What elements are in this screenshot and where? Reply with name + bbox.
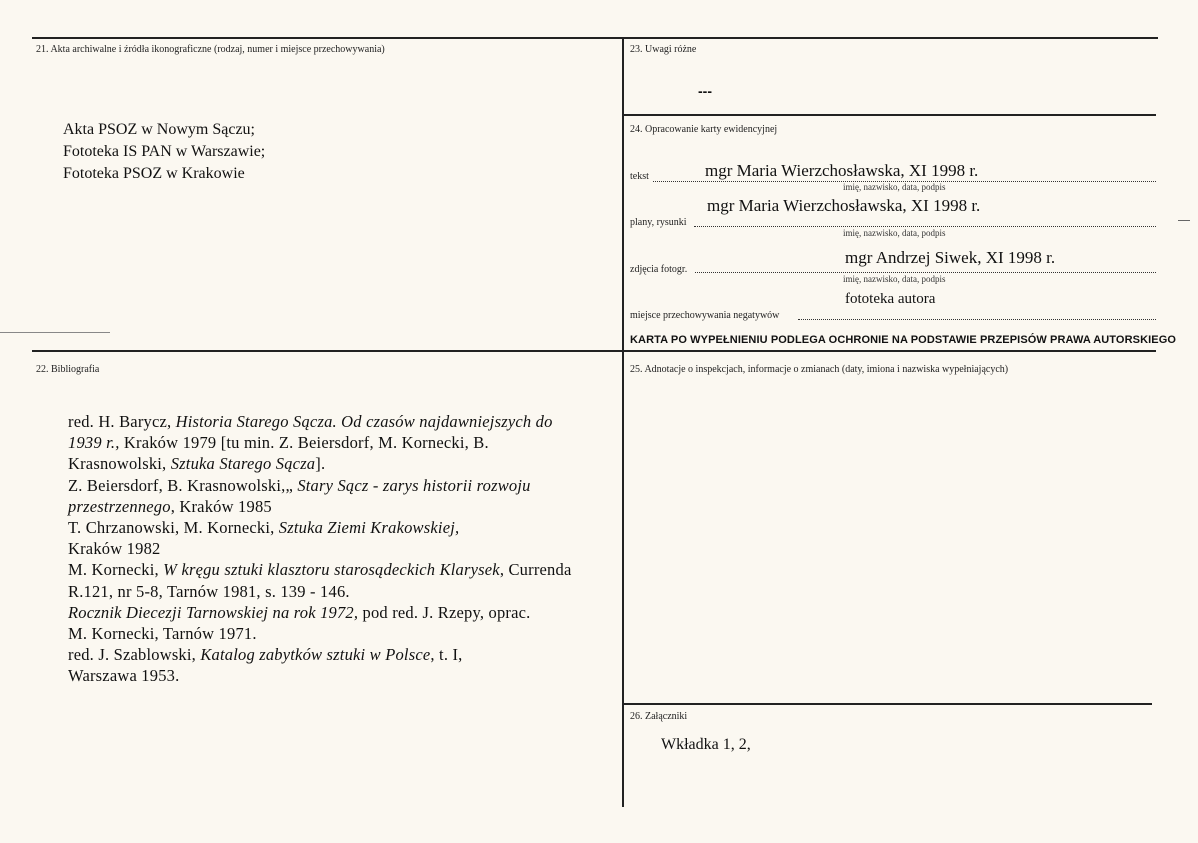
bibliography-text	[68, 411, 571, 687]
s26-label: 26. Załączniki	[630, 711, 688, 722]
bib-line: red. H. Barycz, Historia Starego Sącza. Od czasów najdawniejszych do	[68, 412, 553, 431]
bib-line: Kraków 1982	[68, 539, 161, 559]
s24-negatywy-value: fototeka autora	[845, 291, 936, 307]
s23-bottom-line	[622, 114, 1156, 116]
bib-line: Warszawa 1953.	[68, 666, 180, 686]
s24-tekst-sub: imię, nazwisko, data, podpis	[843, 182, 946, 192]
s24-zdjecia-label: zdjęcia fotogr.	[630, 264, 688, 275]
bib-line: Z. Beiersdorf, B. Krasnowolski,„ Stary Sącz - zarys historii rozwoju	[68, 475, 531, 495]
bib-line: Rocznik Diecezji Tarnowskiej na rok 1972, pod red. J. Rzepy, oprac.	[68, 602, 531, 622]
s24-tekst-value: mgr Maria Wierzchosławska, XI 1998 r.	[705, 161, 979, 180]
bib-line: M. Kornecki, W kręgu sztuki klasztoru starosądeckich Klarysek, Currenda	[68, 560, 572, 580]
s24-tekst-label: tekst	[630, 171, 649, 182]
s23-value: ---	[698, 83, 712, 99]
crop-mark-right	[1178, 220, 1190, 221]
crop-mark	[0, 332, 110, 333]
s24-zdjecia-value: mgr Andrzej Siwek, XI 1998 r.	[845, 248, 1056, 267]
s21-label: 21. Akta archiwalne i źródła ikonograficzne (rodzaj, numer i miejsce przechowywania)	[36, 44, 385, 55]
s21-line-3: Fototeka PSOZ w Krakowie	[63, 165, 245, 182]
s21-line-2: Fototeka IS PAN w Warszawie;	[63, 143, 266, 160]
top-border-line	[32, 37, 1158, 39]
s24-negatywy-dots	[798, 319, 1156, 320]
s24-plany-value: mgr Maria Wierzchosławska, XI 1998 r.	[707, 196, 981, 215]
s24-label: 24. Opracowanie karty ewidencyjnej	[630, 124, 778, 135]
s24-zdjecia-sub: imię, nazwisko, data, podpis	[843, 274, 946, 284]
vertical-divider	[622, 37, 624, 807]
bib-line: R.121, nr 5-8, Tarnów 1981, s. 139 - 146.	[68, 581, 350, 601]
bib-line: przestrzennego, Kraków 1985	[68, 496, 272, 516]
copyright-notice: KARTA PO WYPEŁNIENIU PODLEGA OCHRONIE NA PODSTAWIE PRZEPISÓW PRAWA AUTORSKIEGO	[630, 334, 1177, 346]
bib-line: Krasnowolski, Sztuka Starego Sącza].	[68, 454, 326, 474]
bib-line: M. Kornecki, Tarnów 1971.	[68, 624, 257, 644]
s24-plany-dots	[694, 226, 1156, 227]
bib-line: T. Chrzanowski, M. Kornecki, Sztuka Ziemi Krakowskiej,	[68, 518, 460, 538]
s23-label: 23. Uwagi różne	[630, 44, 697, 55]
s26-value: Wkładka 1, 2,	[661, 736, 751, 753]
mid-horizontal-line	[32, 350, 1156, 352]
s22-label: 22. Bibliografia	[36, 364, 100, 375]
s25-bottom-line	[622, 703, 1152, 705]
bib-line: red. J. Szablowski, Katalog zabytków sztuki w Polsce, t. I,	[68, 645, 463, 665]
s24-plany-label: plany, rysunki	[630, 217, 687, 228]
s24-negatywy-label: miejsce przechowywania negatywów	[630, 310, 780, 321]
s21-line-1: Akta PSOZ w Nowym Sączu;	[63, 121, 255, 138]
s24-plany-sub: imię, nazwisko, data, podpis	[843, 228, 946, 238]
s25-label: 25. Adnotacje o inspekcjach, informacje o zmianach (daty, imiona i nazwiska wypełniających)	[630, 364, 1009, 375]
s24-zdjecia-dots	[695, 272, 1156, 273]
bib-line: 1939 r., Kraków 1979 [tu min. Z. Beiersdorf, M. Kornecki, B.	[68, 433, 489, 453]
